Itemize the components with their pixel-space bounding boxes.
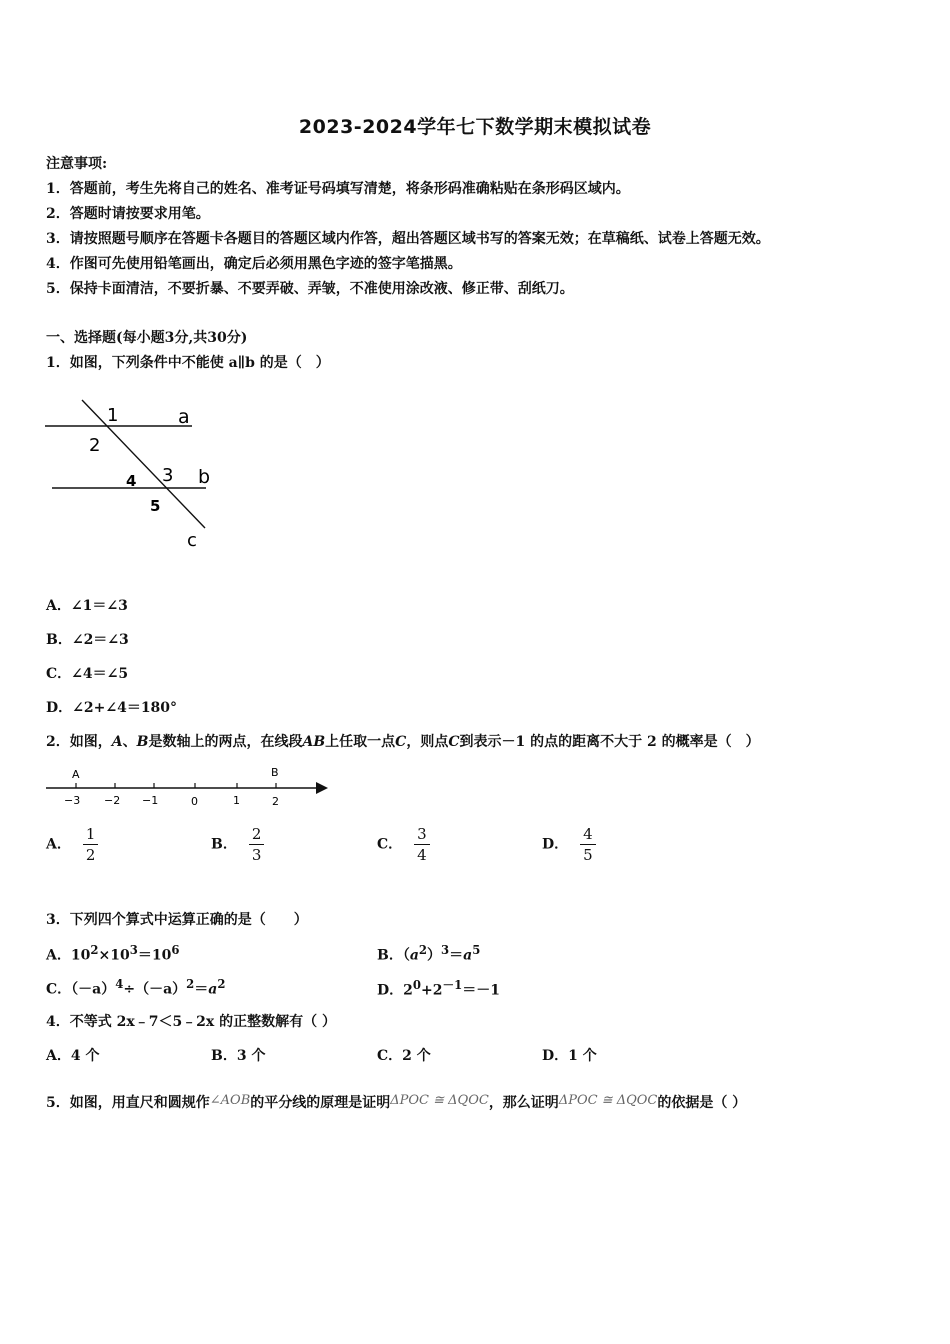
tick-label: 2 <box>272 795 279 808</box>
tick-label: 1 <box>233 794 240 807</box>
arrow-right-icon <box>316 782 328 794</box>
tick-label: −1 <box>142 794 159 807</box>
q4-option-c[interactable]: C．2 个 <box>377 1048 431 1064</box>
angle-label-2: 2 <box>89 435 101 456</box>
q3-option-b[interactable]: B．$(a^2)^3=a^5$ <box>377 943 481 964</box>
line-label-a: a <box>178 406 190 428</box>
q2-option-d[interactable]: D． $\frac{4}{5}$ <box>542 824 596 865</box>
q1-option-b[interactable]: B．∠2＝∠3 <box>46 632 129 648</box>
point-label-b: B <box>271 766 279 779</box>
question-5-stem: 5．如图，用直尺和圆规作∠AOB的平分线的原理是证明ΔPOC ≅ ΔQOC，那么证明ΔPOC ≅ ΔQOC的依据是（ ） <box>46 1093 747 1111</box>
tick-label: −2 <box>104 794 121 807</box>
notice-item: 4．作图可先使用铅笔画出，确定后必须用黑色字迹的签字笔描黑。 <box>46 256 462 272</box>
formula-congruent-triangles: ΔPOC ≅ ΔQOC <box>390 1093 489 1108</box>
q1-option-a[interactable]: A．∠1＝∠3 <box>46 598 128 614</box>
q3-option-d[interactable]: D．$2^0+2^{-1}=-1$ <box>377 978 501 999</box>
angle-label-5: 5 <box>150 497 161 515</box>
q2-number-line <box>44 764 334 810</box>
question-3-stem: 3．下列四个算式中运算正确的是（ ） <box>46 912 308 928</box>
notice-heading: 注意事项: <box>46 156 108 172</box>
notice-item: 5．保持卡面清洁，不要折暴、不要弄破、弄皱，不准使用涂改液、修正带、刮纸刀。 <box>46 281 574 297</box>
line-label-b: b <box>198 466 211 488</box>
angle-label-3: 3 <box>162 465 174 486</box>
formula-congruent-triangles: ΔPOC ≅ ΔQOC <box>558 1093 658 1108</box>
tick-label: 0 <box>191 795 198 808</box>
page-title: 2023-2024学年七下数学期末模拟试卷 <box>298 116 652 138</box>
q2-option-c[interactable]: C． $\frac{3}{4}$ <box>377 824 430 865</box>
tick-label: −3 <box>64 794 81 807</box>
q1-option-d[interactable]: D．∠2+∠4＝180° <box>46 700 178 716</box>
q4-option-d[interactable]: D．1 个 <box>542 1048 597 1064</box>
angle-label-4: 4 <box>126 472 137 490</box>
q3-option-c[interactable]: C．$(-a)^4\div(-a)^2=a^2$ <box>46 977 226 998</box>
section-heading: 一、选择题(每小题3分,共30分) <box>46 330 248 346</box>
q2-option-a[interactable]: A． $\frac{1}{2}$ <box>46 824 98 865</box>
q3-option-a[interactable]: A．$10^2\times 10^3=10^6$ <box>46 943 180 964</box>
notice-item: 2．答题时请按要求用笔。 <box>46 206 210 222</box>
q1-parallel-lines-figure <box>40 395 230 555</box>
q2-option-b[interactable]: B． $\frac{2}{3}$ <box>211 824 264 865</box>
notice-item: 3．请按照题号顺序在答题卡各题目的答题区域内作答，超出答题区域书写的答案无效；在草稿纸、试卷上答题无效。 <box>46 231 770 247</box>
notice-item: 1．答题前，考生先将自己的姓名、准考证号码填写清楚，将条形码准确粘贴在条形码区域内。 <box>46 181 630 197</box>
q1-option-c[interactable]: C．∠4＝∠5 <box>46 666 129 682</box>
q4-option-b[interactable]: B．3 个 <box>211 1048 266 1064</box>
angle-label-1: 1 <box>107 405 119 426</box>
formula-angle-aob: ∠AOB <box>209 1093 251 1108</box>
question-2-stem: 2．如图，A、B是数轴上的两点，在线段AB上任取一点C，则点C到表示－1 的点的距离不大于 2 的概率是（ ） <box>46 734 760 750</box>
point-label-a: A <box>72 768 80 781</box>
question-1-stem: 1．如图，下列条件中不能使 a∥b 的是（ ） <box>46 355 330 371</box>
line-label-c: c <box>187 530 197 551</box>
question-4-stem: 4．不等式 2x﹣7＜5﹣2x 的正整数解有（ ） <box>46 1014 337 1030</box>
q4-option-a[interactable]: A．4 个 <box>46 1048 100 1064</box>
